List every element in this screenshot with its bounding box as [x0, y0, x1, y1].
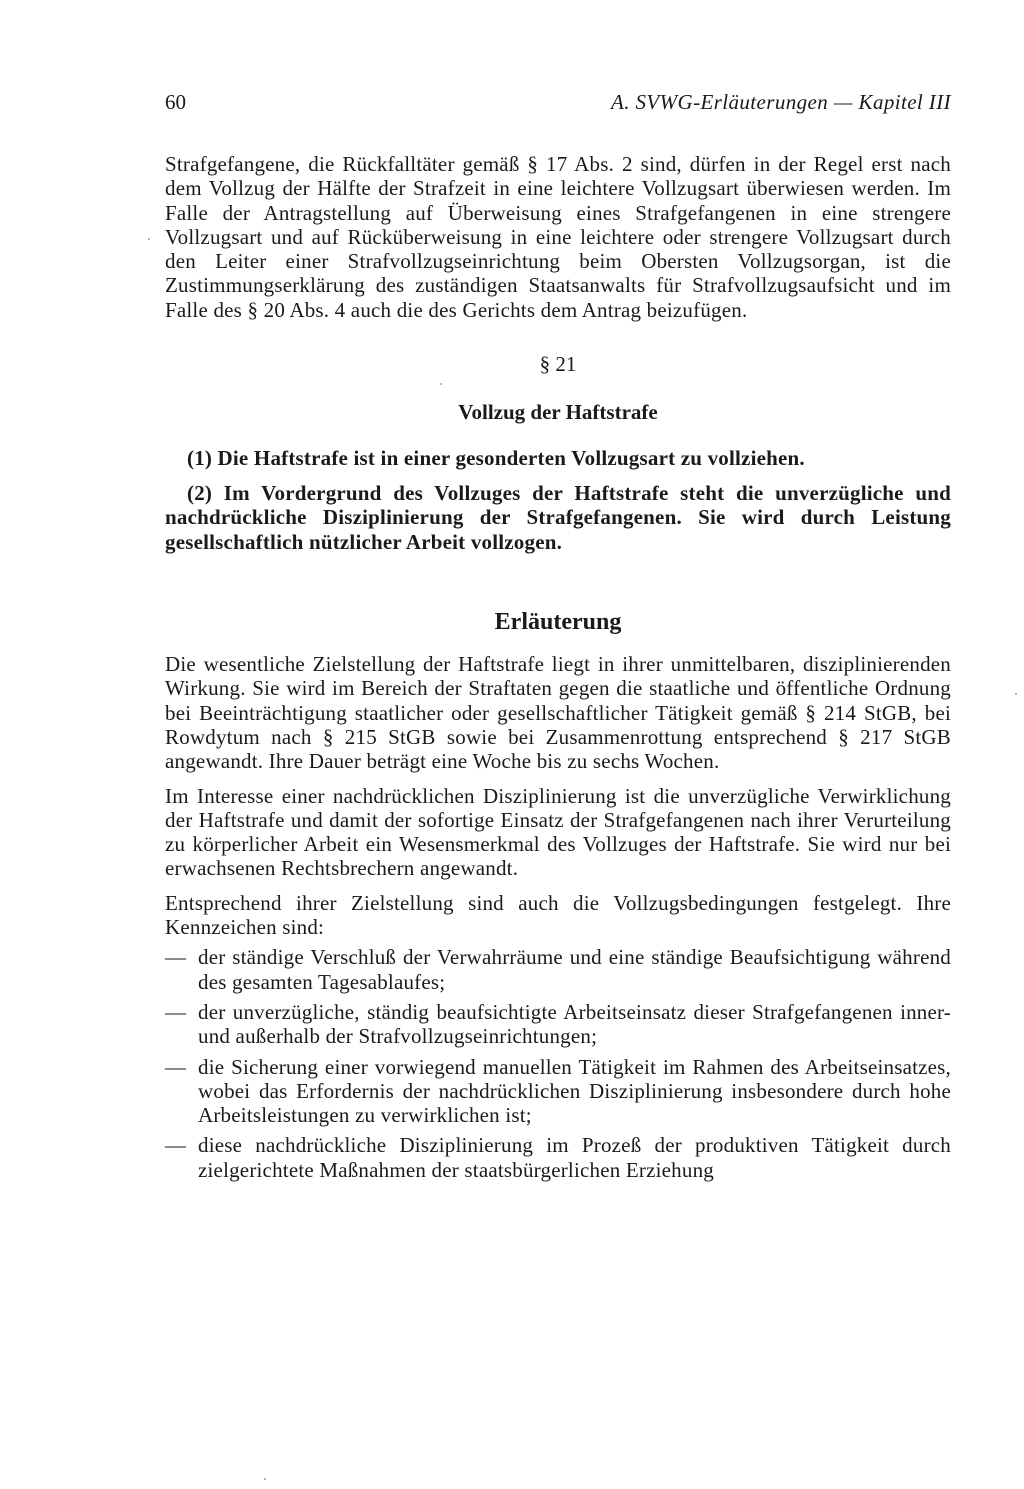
dash-marker: — [165, 1133, 186, 1158]
scan-speck [264, 1478, 266, 1480]
explanation-paragraph-2: Im Interesse einer nachdrücklichen Disziplinierung ist die unverzügliche Verwirklichung der Haftstrafe und damit der sofortige Einsatz der Strafgefangenen nach ihrer Verurteilung zu körperlicher Arbeit ein Wesensmerkmal des Vollzuges der Haftstrafe. Sie wird nur bei erwachsenen Rechtsbrechern angewandt. [165, 783, 951, 881]
running-header [165, 90, 951, 120]
list-item-text: diese nachdrückliche Disziplinierung im Prozeß der produktiven Tätigkeit durch zielgerichtete Maßnahmen der staatsbürgerlichen Erziehung [198, 1133, 951, 1182]
explanation-heading: Erläuterung [494, 609, 622, 636]
criteria-list [165, 945, 951, 1182]
section-number: § 21 [539, 352, 577, 377]
list-item [165, 1000, 951, 1049]
scan-speck [1015, 693, 1017, 695]
scan-speck [148, 238, 150, 240]
dash-marker: — [165, 999, 186, 1024]
list-item-text: die Sicherung einer vorwiegend manuellen Tätigkeit im Rahmen des Arbeitseinsatzes, wobei das Erfordernis der nachdrücklichen Disziplinierung insbesondere durch hohe Arbeitsleistungen zu verwirklichen ist; [198, 1054, 951, 1128]
list-item [165, 945, 951, 994]
dash-marker: — [165, 1054, 186, 1079]
list-item [165, 1055, 951, 1128]
running-title: A. SVWG-Erläuterungen — Kapitel III [610, 90, 951, 114]
list-item-text: der ständige Verschluß der Verwahrräume und eine ständige Beaufsichtigung während des gesamten Tagesablaufes; [198, 945, 951, 994]
intro-paragraph: Strafgefangene, die Rückfalltäter gemäß § 17 Abs. 2 sind, dürfen in der Regel erst nach dem Vollzug der Hälfte der Strafzeit in eine leichtere Vollzugsart überwiesen werden. Im Falle der Antragstellung auf Überweisung eines Strafgefangenen in eine strengere Vollzugsart und auf Rücküberweisung in eine leichtere oder strengere Vollzugsart durch den Leiter einer Strafvollzugseinrichtung beim Obersten Vollzugsorgan, ist die Zustimmungserklärung des zuständigen Staatsanwalts für Strafvollzugsaufsicht und im Falle des § 20 Abs. 4 auch die des Gerichts dem Antrag beizufügen. [165, 152, 951, 322]
explanation-paragraph-3: Entsprechend ihrer Zielstellung sind auch die Vollzugsbedingungen festgelegt. Ihre Kennzeichen sind: [165, 890, 951, 940]
scan-speck [440, 383, 442, 385]
section-title: Vollzug der Haftstrafe [458, 400, 658, 425]
document-page [165, 90, 951, 1182]
dash-marker: — [165, 945, 186, 970]
explanation-paragraph-1: Die wesentliche Zielstellung der Haftstrafe liegt in ihrer unmittelbaren, disziplinierenden Wirkung. Sie wird im Bereich der Straftaten gegen die staatliche und öffentliche Ordnung bei Beeinträchtigung staatlicher oder gesellschaftlicher Tätigkeit gemäß § 214 StGB, bei Rowdytum nach § 215 StGB sowie bei Zusammenrottung entsprechend § 217 StGB angewandt. Ihre Dauer beträgt eine Woche bis zu sechs Wochen. [165, 652, 951, 774]
law-paragraph-1: (1) Die Haftstrafe ist in einer gesonderten Vollzugsart zu vollziehen. [187, 446, 805, 471]
list-item [165, 1133, 951, 1182]
page-number: 60 [165, 90, 186, 114]
list-item-text: der unverzügliche, ständig beaufsichtigte Arbeitseinsatz dieser Strafgefangenen inner- und außerhalb der Strafvollzugseinrichtungen; [198, 999, 951, 1049]
law-paragraph-2: (2) Im Vordergrund des Vollzuges der Haftstrafe steht die unverzügliche und nachdrückliche Disziplinierung der Strafgefangenen. Sie wird durch Leistung gesellschaftlich nützlicher Arbeit vollzogen. [165, 480, 951, 554]
